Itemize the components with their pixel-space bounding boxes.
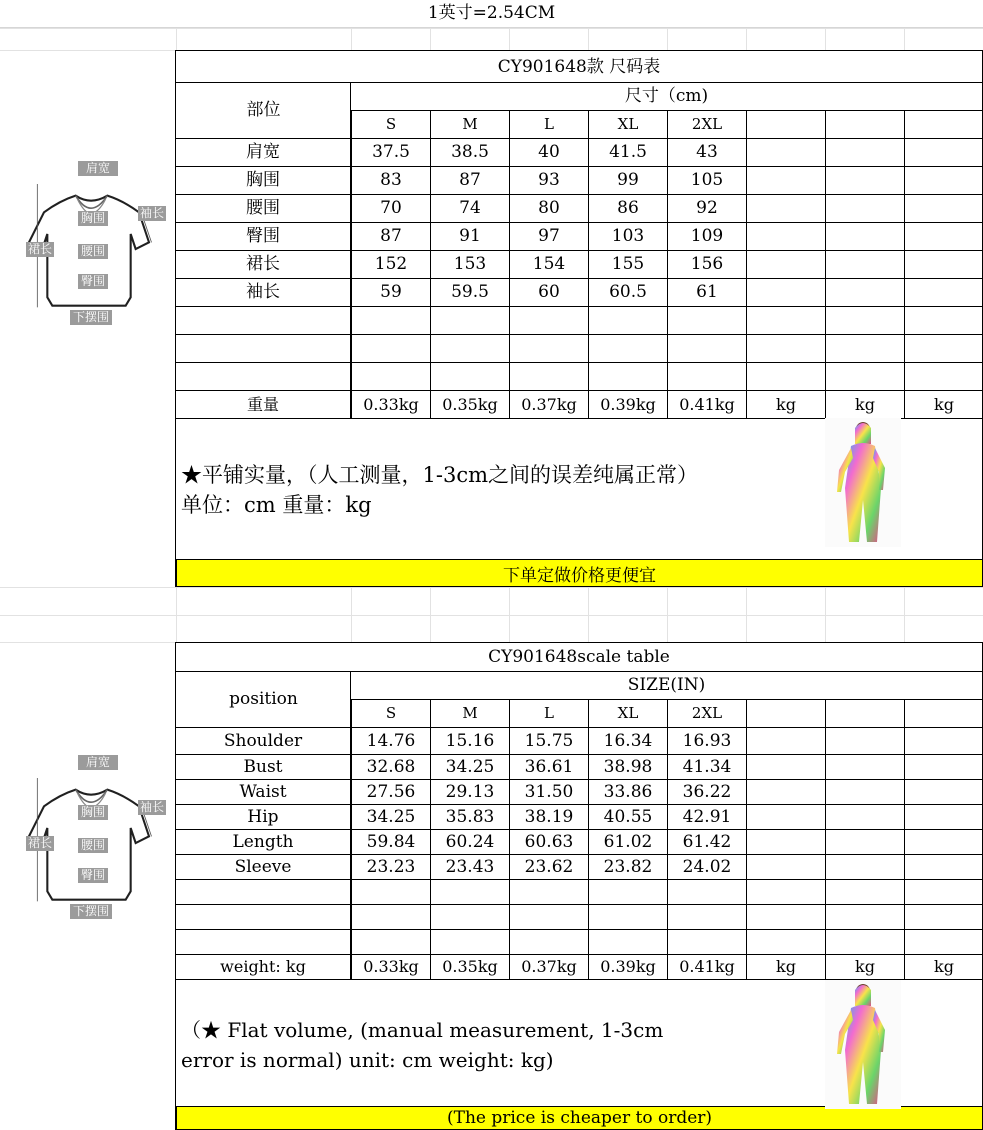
size-value: 41.34	[682, 756, 732, 777]
gridline	[0, 587, 983, 588]
measurement-note: （★ Flat volume, (manual measurement, 1-3cm	[181, 1018, 664, 1042]
table-border	[746, 110, 747, 138]
size-value: 103	[611, 226, 645, 246]
gridline	[176, 587, 177, 642]
label-sleeve: 袖长	[139, 800, 164, 814]
weight-value: 0.41kg	[679, 957, 735, 976]
table-border	[904, 222, 905, 250]
table-border	[825, 699, 826, 727]
table-border	[746, 854, 747, 879]
row-label: Sleeve	[234, 856, 292, 877]
size-value: 61	[696, 282, 718, 302]
size-value: 42.91	[682, 806, 732, 827]
label-shoulder: 肩宽	[78, 755, 118, 770]
label-bust: 胸围	[78, 805, 108, 820]
label-hip: 臀围	[78, 868, 108, 883]
table-border	[746, 166, 747, 194]
size-value: 105	[690, 170, 724, 190]
size-value: 38.19	[524, 806, 574, 827]
table-border	[746, 804, 747, 829]
gridline	[588, 28, 589, 50]
table-border	[904, 138, 905, 166]
table-border	[746, 334, 747, 362]
gridline	[588, 587, 589, 642]
table-border	[904, 166, 905, 194]
measurement-note: ★平铺实量，（人工测量，1-3cm之间的误差纯属正常）	[181, 463, 698, 487]
size-value: 59	[380, 282, 402, 302]
table-border	[825, 250, 826, 278]
gridline	[904, 587, 905, 642]
table-border	[430, 904, 431, 929]
size-value: 87	[380, 226, 402, 246]
table-border	[825, 904, 826, 929]
table-border	[825, 879, 826, 904]
weight-value: kg	[776, 957, 796, 976]
label-skirt-length: 裙长	[27, 836, 52, 850]
weight-value: kg	[855, 394, 875, 414]
size-label: 2XL	[691, 704, 723, 722]
label-waist: 腰围	[78, 838, 108, 853]
gridline	[509, 28, 510, 50]
table-border	[746, 278, 747, 306]
weight-value: 0.39kg	[600, 957, 656, 976]
row-label: 臀围	[246, 226, 280, 246]
gridline	[351, 28, 352, 50]
model-photo-icon	[825, 418, 901, 547]
table-border	[430, 362, 431, 390]
weight-value: 0.37kg	[521, 394, 577, 414]
table-border	[825, 138, 826, 166]
weight-value: 0.41kg	[679, 394, 735, 414]
table-border	[904, 779, 905, 804]
size-value: 60.5	[609, 282, 647, 302]
row-label: 腰围	[246, 198, 280, 218]
gridline	[667, 28, 668, 50]
table-border	[825, 110, 826, 138]
table-border	[904, 904, 905, 929]
table-border	[904, 829, 905, 854]
weight-value: 0.33kg	[363, 394, 419, 414]
gridline	[746, 587, 747, 642]
size-value: 92	[696, 198, 718, 218]
order-banner: 下单定做价格更便宜	[176, 559, 983, 587]
table-border	[746, 306, 747, 334]
gridline	[0, 28, 983, 29]
table-border	[175, 362, 983, 363]
label-hem: 下摆围	[70, 904, 112, 919]
table-border	[904, 754, 905, 779]
size-value: 34.25	[445, 756, 495, 777]
product-photo	[825, 980, 901, 1109]
weight-value: 0.37kg	[521, 957, 577, 976]
size-caption: 尺寸（cm)	[624, 86, 709, 106]
size-value: 16.34	[603, 730, 653, 751]
size-label: S	[385, 704, 397, 722]
table-border	[430, 334, 431, 362]
size-value: 15.75	[524, 730, 574, 751]
table-border	[175, 904, 983, 905]
label-waist: 腰围	[78, 244, 108, 259]
size-caption: SIZE(IN)	[627, 675, 706, 695]
gridline	[509, 587, 510, 642]
table-border	[588, 362, 589, 390]
label-sleeve: 袖长	[139, 206, 164, 220]
size-value: 36.22	[682, 781, 732, 802]
size-label: M	[462, 115, 478, 133]
table-border	[904, 110, 905, 138]
order-banner: (The price is cheaper to order)	[176, 1106, 983, 1130]
label-hem: 下摆围	[70, 310, 112, 325]
size-value: 23.23	[366, 856, 416, 877]
table-border	[825, 929, 826, 954]
table-border	[509, 362, 510, 390]
size-value: 40.55	[603, 806, 653, 827]
gridline	[904, 28, 905, 50]
position-header: 部位	[246, 100, 281, 120]
size-value: 97	[538, 226, 560, 246]
table-border	[746, 829, 747, 854]
size-value: 38.98	[603, 756, 653, 777]
size-value: 23.43	[445, 856, 495, 877]
table-border	[904, 278, 905, 306]
size-value: 155	[611, 254, 645, 274]
table-border	[746, 904, 747, 929]
table-border	[667, 929, 668, 954]
size-value: 59.5	[451, 282, 489, 302]
table-border	[509, 929, 510, 954]
conversion-text: 1英寸=2.54CM	[427, 3, 556, 23]
size-value: 16.93	[682, 730, 732, 751]
gridline	[351, 587, 352, 642]
size-value: 153	[453, 254, 487, 274]
table-border	[351, 879, 352, 904]
table-border	[430, 879, 431, 904]
size-label: M	[462, 704, 478, 722]
product-photo	[825, 418, 901, 547]
table-border	[667, 306, 668, 334]
table-border	[746, 879, 747, 904]
weight-label: weight: kg	[220, 957, 306, 976]
table-title: CY901648scale table	[488, 647, 670, 667]
model-photo-icon	[825, 980, 901, 1109]
table-border	[746, 222, 747, 250]
table-border	[175, 879, 983, 880]
table-border	[825, 754, 826, 779]
table-border	[509, 306, 510, 334]
size-value: 24.02	[682, 856, 732, 877]
row-label: Waist	[239, 781, 287, 802]
size-label: L	[544, 704, 554, 722]
table-border	[667, 879, 668, 904]
gridline	[667, 587, 668, 642]
size-value: 152	[374, 254, 408, 274]
table-border	[825, 727, 826, 754]
table-border	[825, 194, 826, 222]
table-border	[825, 362, 826, 390]
size-value: 154	[532, 254, 566, 274]
size-value: 36.61	[524, 756, 574, 777]
table-border	[904, 929, 905, 954]
weight-label: 重量	[246, 394, 279, 414]
gridline	[825, 28, 826, 50]
table-border	[904, 334, 905, 362]
table-border	[825, 222, 826, 250]
size-label: XL	[617, 704, 639, 722]
gridline	[176, 28, 177, 50]
table-border	[588, 929, 589, 954]
row-label: Shoulder	[223, 730, 303, 751]
table-border	[746, 754, 747, 779]
conversion-header	[0, 0, 983, 28]
row-label: 袖长	[246, 282, 280, 302]
table-border	[904, 804, 905, 829]
table-border	[588, 306, 589, 334]
table-border	[904, 250, 905, 278]
gridline	[0, 615, 983, 616]
unit-note: error is normal) unit: cm weight: kg)	[181, 1048, 554, 1072]
table-border	[746, 362, 747, 390]
size-value: 34.25	[366, 806, 416, 827]
table-border	[746, 699, 747, 727]
label-bust: 胸围	[78, 211, 108, 226]
size-value: 86	[617, 198, 639, 218]
size-value: 41.5	[609, 142, 647, 162]
row-label: 肩宽	[246, 142, 280, 162]
table-border	[825, 278, 826, 306]
table-border	[667, 904, 668, 929]
size-value: 33.86	[603, 781, 653, 802]
size-value: 23.62	[524, 856, 574, 877]
table-border	[904, 194, 905, 222]
size-value: 91	[459, 226, 481, 246]
size-value: 35.83	[445, 806, 495, 827]
table-border	[904, 362, 905, 390]
table-border	[351, 334, 352, 362]
gridline	[825, 587, 826, 642]
table-border	[904, 727, 905, 754]
table-border	[351, 306, 352, 334]
size-value: 109	[690, 226, 724, 246]
size-value: 32.68	[366, 756, 416, 777]
size-value: 87	[459, 170, 481, 190]
size-value: 29.13	[445, 781, 495, 802]
size-value: 37.5	[372, 142, 410, 162]
table-border	[825, 854, 826, 879]
size-label: 2XL	[691, 115, 723, 133]
garment-diagram	[22, 752, 172, 924]
size-label: L	[544, 115, 554, 133]
size-value: 80	[538, 198, 560, 218]
size-label: S	[385, 115, 397, 133]
gridline	[430, 587, 431, 642]
table-border	[825, 334, 826, 362]
gridline	[430, 28, 431, 50]
table-border	[825, 779, 826, 804]
label-shoulder: 肩宽	[78, 161, 118, 176]
size-value: 83	[380, 170, 402, 190]
table-border	[746, 929, 747, 954]
row-label: Hip	[247, 806, 279, 827]
table-border	[509, 334, 510, 362]
size-value: 93	[538, 170, 560, 190]
size-value: 43	[696, 142, 718, 162]
size-value: 61.02	[603, 831, 653, 852]
table-border	[904, 699, 905, 727]
table-border	[904, 854, 905, 879]
row-label: Length	[232, 831, 294, 852]
table-border	[588, 904, 589, 929]
table-border	[175, 334, 983, 335]
size-value: 60.63	[524, 831, 574, 852]
row-label: 胸围	[246, 170, 280, 190]
size-value: 60.24	[445, 831, 495, 852]
table-border	[825, 306, 826, 334]
gridline	[746, 28, 747, 50]
row-label: 裙长	[246, 254, 280, 274]
table-border	[904, 879, 905, 904]
label-skirt-length: 裙长	[27, 242, 52, 256]
size-value: 74	[459, 198, 481, 218]
table-border	[175, 306, 983, 307]
weight-value: 0.33kg	[363, 957, 419, 976]
garment-diagram	[22, 158, 172, 330]
table-border	[509, 879, 510, 904]
table-border	[351, 362, 352, 390]
table-border	[175, 929, 983, 930]
label-hip: 臀围	[78, 274, 108, 289]
table-border	[746, 138, 747, 166]
size-value: 70	[380, 198, 402, 218]
size-value: 156	[690, 254, 724, 274]
table-border	[588, 879, 589, 904]
table-border	[825, 804, 826, 829]
table-border	[825, 829, 826, 854]
table-border	[351, 929, 352, 954]
weight-value: 0.39kg	[600, 394, 656, 414]
weight-value: kg	[776, 394, 796, 414]
table-border	[351, 904, 352, 929]
weight-value: kg	[934, 957, 954, 976]
size-value: 27.56	[366, 781, 416, 802]
table-border	[746, 779, 747, 804]
table-border	[667, 334, 668, 362]
weight-value: kg	[934, 394, 954, 414]
size-value: 31.50	[524, 781, 574, 802]
weight-value: 0.35kg	[442, 394, 498, 414]
table-border	[746, 250, 747, 278]
table-border	[904, 306, 905, 334]
table-border	[746, 194, 747, 222]
unit-note: 单位：cm 重量：kg	[181, 493, 372, 517]
table-border	[825, 166, 826, 194]
table-border	[430, 929, 431, 954]
table-border	[588, 334, 589, 362]
row-label: Bust	[243, 756, 283, 777]
size-value: 14.76	[366, 730, 416, 751]
size-value: 23.82	[603, 856, 653, 877]
size-value: 40	[538, 142, 560, 162]
size-label: XL	[617, 115, 639, 133]
size-value: 38.5	[451, 142, 489, 162]
size-value: 99	[617, 170, 639, 190]
table-border	[509, 904, 510, 929]
size-value: 15.16	[445, 730, 495, 751]
table-border	[746, 727, 747, 754]
weight-value: kg	[855, 957, 875, 976]
size-value: 60	[538, 282, 560, 302]
position-header: position	[229, 689, 298, 709]
size-value: 61.42	[682, 831, 732, 852]
table-border	[430, 306, 431, 334]
size-value: 59.84	[366, 831, 416, 852]
weight-value: 0.35kg	[442, 957, 498, 976]
table-border	[667, 362, 668, 390]
table-title: CY901648款 尺码表	[497, 56, 661, 77]
